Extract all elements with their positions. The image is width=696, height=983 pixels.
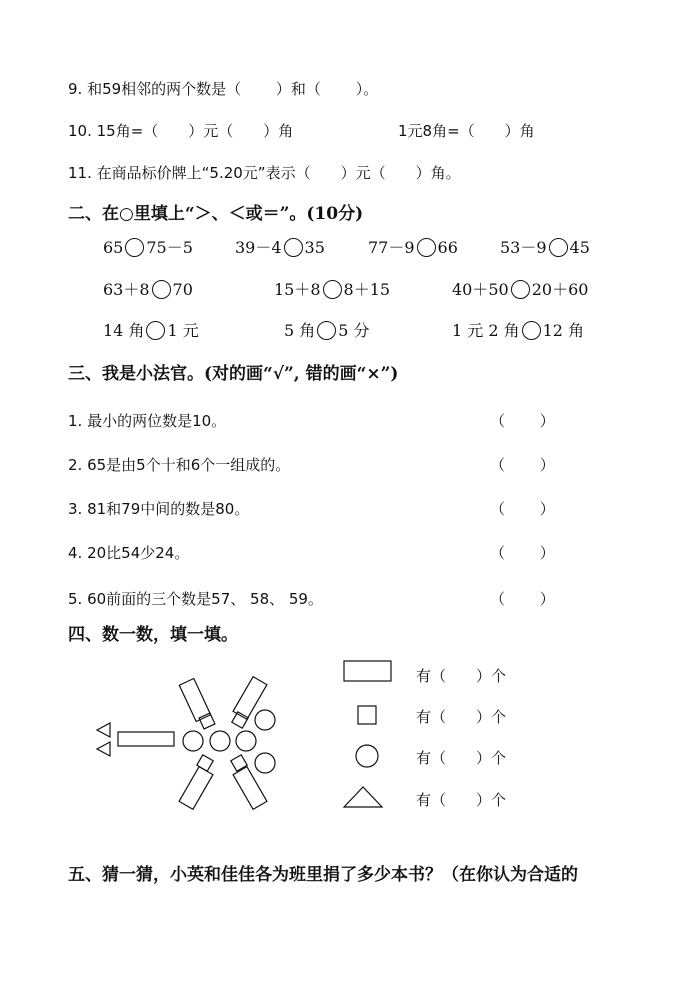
section-4-title: 四、数一数，填一填。	[68, 625, 238, 645]
question-11: 11. 在商品标价牌上“5.20元”表示（ ）元（ ）角。	[68, 164, 461, 182]
question-9: 9. 和59相邻的两个数是（ ）和（ ）。	[68, 80, 379, 98]
compare-item: 63＋8 70	[103, 280, 193, 299]
circle-icon	[356, 745, 378, 767]
question-10-a: 10. 15角=（ ）元（ ）角	[68, 122, 294, 140]
judge-answer-blank[interactable]: （ ）	[490, 456, 555, 474]
judge-answer-blank[interactable]: （ ）	[490, 500, 555, 518]
count-square[interactable]: 有（ ）个	[416, 708, 507, 726]
judge-item-4: 4. 20比54少24。	[68, 544, 190, 562]
compare-item: 65 75－5	[103, 238, 193, 257]
circle-icon	[255, 710, 275, 730]
circle-icon	[236, 731, 256, 751]
question-10-b: 1元8角=（ ）角	[398, 122, 535, 140]
compare-item: 40＋50 20＋60	[452, 280, 589, 299]
count-rectangle[interactable]: 有（ ）个	[416, 667, 507, 685]
judge-item-5: 5. 60前面的三个数是57、 58、 59。	[68, 590, 323, 608]
judge-item-3: 3. 81和79中间的数是80。	[68, 500, 250, 518]
circle-icon	[210, 731, 230, 751]
judge-answer-blank[interactable]: （ ）	[490, 544, 555, 562]
judge-answer-blank[interactable]: （ ）	[490, 590, 555, 608]
compare-item: 77－9 66	[368, 238, 458, 257]
square-icon	[358, 706, 376, 724]
count-circle[interactable]: 有（ ）个	[416, 749, 507, 767]
triangle-icon	[344, 787, 382, 807]
section-2-title: 二、在○里填上“＞、＜或＝”。(10分)	[68, 204, 364, 224]
triangle-icon	[97, 742, 110, 756]
compare-item: 14 角 1 元	[103, 321, 199, 340]
square-icon	[197, 755, 213, 771]
circle-icon	[183, 731, 203, 751]
section-3-title: 三、我是小法官。(对的画“√”, 错的画“×”)	[68, 364, 399, 384]
square-icon	[199, 713, 215, 729]
rectangle-icon	[118, 732, 174, 746]
section-5-title: 五、猜一猜，小英和佳佳各为班里捐了多少本书？（在你认为合适的	[68, 865, 578, 885]
rectangle-icon	[179, 767, 213, 810]
rectangle-icon	[233, 677, 267, 720]
triangle-icon	[97, 723, 110, 737]
judge-item-2: 2. 65是由5个十和6个一组成的。	[68, 456, 291, 474]
count-triangle[interactable]: 有（ ）个	[416, 791, 507, 809]
compare-item: 1 元 2 角 12 角	[452, 321, 585, 340]
compare-item: 39－4 35	[235, 238, 325, 257]
compare-item: 5 角 5 分	[284, 321, 370, 340]
square-icon	[232, 712, 248, 728]
circle-icon	[255, 753, 275, 773]
rectangle-icon	[344, 661, 391, 681]
square-icon	[231, 755, 247, 771]
judge-item-1: 1. 最小的两位数是10。	[68, 412, 227, 430]
compare-item: 15＋8 8＋15	[274, 280, 391, 299]
compare-item: 53－9 45	[500, 238, 590, 257]
judge-answer-blank[interactable]: （ ）	[490, 412, 555, 430]
